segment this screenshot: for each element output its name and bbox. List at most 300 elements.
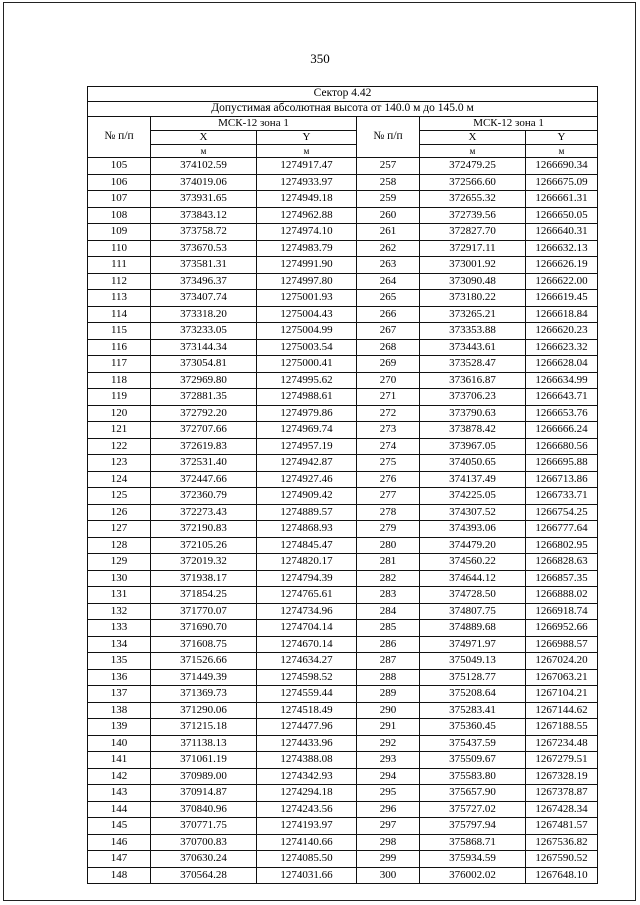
y-coordinate-right: 1267024.20	[526, 653, 598, 670]
point-number-right: 259	[357, 191, 420, 208]
x-coordinate-left: 373054.81	[151, 356, 257, 373]
x-coordinate-left: 371854.25	[151, 587, 257, 604]
zone-header-right: МСК-12 зона 1	[420, 117, 598, 131]
point-number-right: 276	[357, 471, 420, 488]
table-row	[88, 570, 598, 587]
point-number-right: 299	[357, 851, 420, 868]
point-number-right: 280	[357, 537, 420, 554]
point-number-left: 106	[88, 174, 151, 191]
y-coordinate-right: 1266888.02	[526, 587, 598, 604]
table-row	[88, 438, 598, 455]
point-number-right: 285	[357, 620, 420, 637]
y-coordinate-left: 1274765.61	[257, 587, 357, 604]
x-coordinate-left: 372360.79	[151, 488, 257, 505]
x-coordinate-right: 374971.97	[420, 636, 526, 653]
point-number-left: 117	[88, 356, 151, 373]
column-header-x-right: X	[420, 131, 526, 145]
point-number-right: 261	[357, 224, 420, 241]
y-coordinate-right: 1267648.10	[526, 867, 598, 884]
table-row	[88, 537, 598, 554]
y-coordinate-left: 1274988.61	[257, 389, 357, 406]
y-coordinate-left: 1274997.80	[257, 273, 357, 290]
table-row	[88, 339, 598, 356]
table-row	[88, 389, 598, 406]
y-coordinate-left: 1275000.41	[257, 356, 357, 373]
table-row	[88, 653, 598, 670]
y-coordinate-left: 1274294.18	[257, 785, 357, 802]
x-coordinate-left: 371770.07	[151, 603, 257, 620]
point-number-left: 146	[88, 834, 151, 851]
y-coordinate-left: 1275004.43	[257, 306, 357, 323]
x-coordinate-left: 371938.17	[151, 570, 257, 587]
column-header-number-right: № п/п	[357, 117, 420, 158]
y-coordinate-right: 1266653.76	[526, 405, 598, 422]
x-coordinate-left: 373407.74	[151, 290, 257, 307]
y-coordinate-left: 1274909.42	[257, 488, 357, 505]
point-number-right: 277	[357, 488, 420, 505]
table-row	[88, 356, 598, 373]
point-number-left: 111	[88, 257, 151, 274]
point-number-right: 288	[357, 669, 420, 686]
y-coordinate-left: 1274598.52	[257, 669, 357, 686]
point-number-left: 120	[88, 405, 151, 422]
table-row	[88, 752, 598, 769]
point-number-left: 107	[88, 191, 151, 208]
point-number-left: 116	[88, 339, 151, 356]
point-number-left: 121	[88, 422, 151, 439]
x-coordinate-left: 373758.72	[151, 224, 257, 241]
x-coordinate-right: 373001.92	[420, 257, 526, 274]
table-row	[88, 257, 598, 274]
table-row	[88, 372, 598, 389]
point-number-left: 109	[88, 224, 151, 241]
table-row	[88, 851, 598, 868]
x-coordinate-left: 372273.43	[151, 504, 257, 521]
point-number-left: 141	[88, 752, 151, 769]
y-coordinate-right: 1266754.25	[526, 504, 598, 521]
point-number-right: 292	[357, 735, 420, 752]
point-number-left: 139	[88, 719, 151, 736]
x-coordinate-right: 374137.49	[420, 471, 526, 488]
point-number-left: 108	[88, 207, 151, 224]
point-number-right: 270	[357, 372, 420, 389]
x-coordinate-right: 373528.47	[420, 356, 526, 373]
point-number-left: 115	[88, 323, 151, 340]
y-coordinate-left: 1274889.57	[257, 504, 357, 521]
point-number-left: 118	[88, 372, 151, 389]
y-coordinate-left: 1274983.79	[257, 240, 357, 257]
point-number-right: 263	[357, 257, 420, 274]
point-number-left: 127	[88, 521, 151, 538]
point-number-right: 264	[357, 273, 420, 290]
x-coordinate-right: 374560.22	[420, 554, 526, 571]
point-number-right: 275	[357, 455, 420, 472]
point-number-right: 272	[357, 405, 420, 422]
point-number-left: 137	[88, 686, 151, 703]
table-row	[88, 768, 598, 785]
y-coordinate-right: 1266620.23	[526, 323, 598, 340]
x-coordinate-right: 375797.94	[420, 818, 526, 835]
x-coordinate-right: 375208.64	[420, 686, 526, 703]
y-coordinate-left: 1274559.44	[257, 686, 357, 703]
x-coordinate-right: 373443.61	[420, 339, 526, 356]
point-number-right: 267	[357, 323, 420, 340]
point-number-right: 281	[357, 554, 420, 571]
point-number-right: 278	[357, 504, 420, 521]
y-coordinate-right: 1266622.00	[526, 273, 598, 290]
point-number-left: 123	[88, 455, 151, 472]
x-coordinate-left: 374019.06	[151, 174, 257, 191]
y-coordinate-right: 1266623.32	[526, 339, 598, 356]
x-coordinate-right: 374728.50	[420, 587, 526, 604]
x-coordinate-left: 373670.53	[151, 240, 257, 257]
y-coordinate-right: 1266666.24	[526, 422, 598, 439]
point-number-right: 300	[357, 867, 420, 884]
x-coordinate-left: 373843.12	[151, 207, 257, 224]
point-number-right: 289	[357, 686, 420, 703]
y-coordinate-left: 1274962.88	[257, 207, 357, 224]
point-number-left: 122	[88, 438, 151, 455]
x-coordinate-right: 375727.02	[420, 801, 526, 818]
height-range-subtitle: Допустимая абсолютная высота от 140.0 м до 145.0 м	[88, 102, 598, 117]
table-row	[88, 207, 598, 224]
point-number-left: 110	[88, 240, 151, 257]
column-header-y-right: Y	[526, 131, 598, 145]
point-number-left: 144	[88, 801, 151, 818]
y-coordinate-left: 1274979.86	[257, 405, 357, 422]
x-coordinate-right: 373616.87	[420, 372, 526, 389]
sector-title: Сектор 4.42	[88, 87, 598, 102]
x-coordinate-right: 372917.11	[420, 240, 526, 257]
y-coordinate-right: 1267144.62	[526, 702, 598, 719]
point-number-left: 124	[88, 471, 151, 488]
unit-y-left: м	[257, 145, 357, 158]
x-coordinate-right: 372566.60	[420, 174, 526, 191]
table-row	[88, 504, 598, 521]
y-coordinate-right: 1267328.19	[526, 768, 598, 785]
table-row	[88, 719, 598, 736]
y-coordinate-right: 1266988.57	[526, 636, 598, 653]
point-number-left: 147	[88, 851, 151, 868]
table-row	[88, 636, 598, 653]
x-coordinate-right: 374393.06	[420, 521, 526, 538]
y-coordinate-right: 1266857.35	[526, 570, 598, 587]
x-coordinate-right: 373353.88	[420, 323, 526, 340]
table-row	[88, 224, 598, 241]
unit-x-right: м	[420, 145, 526, 158]
x-coordinate-right: 375934.59	[420, 851, 526, 868]
point-number-right: 295	[357, 785, 420, 802]
y-coordinate-left: 1274933.97	[257, 174, 357, 191]
point-number-left: 129	[88, 554, 151, 571]
point-number-right: 282	[357, 570, 420, 587]
point-number-left: 138	[88, 702, 151, 719]
x-coordinate-left: 373318.20	[151, 306, 257, 323]
x-coordinate-right: 375868.71	[420, 834, 526, 851]
point-number-right: 286	[357, 636, 420, 653]
point-number-right: 274	[357, 438, 420, 455]
table-row	[88, 735, 598, 752]
point-number-left: 131	[88, 587, 151, 604]
y-coordinate-left: 1274917.47	[257, 158, 357, 175]
column-header-number-left: № п/п	[88, 117, 151, 158]
y-coordinate-left: 1274995.62	[257, 372, 357, 389]
point-number-left: 113	[88, 290, 151, 307]
x-coordinate-right: 374050.65	[420, 455, 526, 472]
point-number-right: 290	[357, 702, 420, 719]
y-coordinate-right: 1266690.34	[526, 158, 598, 175]
x-coordinate-left: 370700.83	[151, 834, 257, 851]
unit-x-left: м	[151, 145, 257, 158]
y-coordinate-right: 1266680.56	[526, 438, 598, 455]
y-coordinate-left: 1274085.50	[257, 851, 357, 868]
x-coordinate-left: 373581.31	[151, 257, 257, 274]
point-number-left: 125	[88, 488, 151, 505]
x-coordinate-right: 372827.70	[420, 224, 526, 241]
point-number-left: 142	[88, 768, 151, 785]
table-row	[88, 471, 598, 488]
x-coordinate-left: 372881.35	[151, 389, 257, 406]
y-coordinate-left: 1274342.93	[257, 768, 357, 785]
y-coordinate-right: 1267590.52	[526, 851, 598, 868]
x-coordinate-right: 374807.75	[420, 603, 526, 620]
point-number-right: 297	[357, 818, 420, 835]
point-number-right: 287	[357, 653, 420, 670]
x-coordinate-right: 375657.90	[420, 785, 526, 802]
x-coordinate-right: 374479.20	[420, 537, 526, 554]
x-coordinate-right: 373180.22	[420, 290, 526, 307]
point-number-right: 298	[357, 834, 420, 851]
x-coordinate-left: 371449.39	[151, 669, 257, 686]
x-coordinate-right: 375360.45	[420, 719, 526, 736]
y-coordinate-right: 1267063.21	[526, 669, 598, 686]
table-row	[88, 818, 598, 835]
x-coordinate-right: 373878.42	[420, 422, 526, 439]
point-number-right: 257	[357, 158, 420, 175]
x-coordinate-left: 371290.06	[151, 702, 257, 719]
x-coordinate-left: 371138.13	[151, 735, 257, 752]
point-number-right: 279	[357, 521, 420, 538]
y-coordinate-right: 1266634.99	[526, 372, 598, 389]
table-row	[88, 554, 598, 571]
y-coordinate-right: 1267481.57	[526, 818, 598, 835]
x-coordinate-left: 370630.24	[151, 851, 257, 868]
y-coordinate-left: 1274868.93	[257, 521, 357, 538]
y-coordinate-right: 1266802.95	[526, 537, 598, 554]
table-row	[88, 867, 598, 884]
y-coordinate-right: 1266626.19	[526, 257, 598, 274]
y-coordinate-left: 1274969.74	[257, 422, 357, 439]
y-coordinate-right: 1266643.71	[526, 389, 598, 406]
y-coordinate-left: 1274193.97	[257, 818, 357, 835]
y-coordinate-right: 1266952.66	[526, 620, 598, 637]
y-coordinate-left: 1274243.56	[257, 801, 357, 818]
point-number-left: 136	[88, 669, 151, 686]
point-number-left: 119	[88, 389, 151, 406]
x-coordinate-right: 374644.12	[420, 570, 526, 587]
point-number-left: 112	[88, 273, 151, 290]
y-coordinate-right: 1267188.55	[526, 719, 598, 736]
y-coordinate-right: 1267234.48	[526, 735, 598, 752]
y-coordinate-left: 1274140.66	[257, 834, 357, 851]
y-coordinate-right: 1266661.31	[526, 191, 598, 208]
y-coordinate-left: 1274388.08	[257, 752, 357, 769]
y-coordinate-right: 1266733.71	[526, 488, 598, 505]
x-coordinate-left: 371526.66	[151, 653, 257, 670]
point-number-left: 128	[88, 537, 151, 554]
column-header-x-left: X	[151, 131, 257, 145]
y-coordinate-right: 1266918.74	[526, 603, 598, 620]
table-row	[88, 323, 598, 340]
y-coordinate-right: 1267378.87	[526, 785, 598, 802]
y-coordinate-left: 1274031.66	[257, 867, 357, 884]
y-coordinate-left: 1274670.14	[257, 636, 357, 653]
point-number-right: 262	[357, 240, 420, 257]
point-number-left: 132	[88, 603, 151, 620]
table-row	[88, 785, 598, 802]
x-coordinate-left: 372707.66	[151, 422, 257, 439]
y-coordinate-left: 1274974.10	[257, 224, 357, 241]
x-coordinate-left: 372969.80	[151, 372, 257, 389]
x-coordinate-left: 370840.96	[151, 801, 257, 818]
x-coordinate-right: 375128.77	[420, 669, 526, 686]
x-coordinate-left: 372447.66	[151, 471, 257, 488]
x-coordinate-right: 376002.02	[420, 867, 526, 884]
point-number-right: 293	[357, 752, 420, 769]
y-coordinate-left: 1274957.19	[257, 438, 357, 455]
x-coordinate-left: 372105.26	[151, 537, 257, 554]
point-number-right: 266	[357, 306, 420, 323]
table-row	[88, 240, 598, 257]
x-coordinate-left: 372619.83	[151, 438, 257, 455]
x-coordinate-left: 370564.28	[151, 867, 257, 884]
x-coordinate-left: 372019.32	[151, 554, 257, 571]
table-row	[88, 834, 598, 851]
y-coordinate-left: 1274794.39	[257, 570, 357, 587]
y-coordinate-right: 1266650.05	[526, 207, 598, 224]
point-number-right: 258	[357, 174, 420, 191]
table-row	[88, 191, 598, 208]
point-number-right: 291	[357, 719, 420, 736]
table-row	[88, 620, 598, 637]
table-row	[88, 669, 598, 686]
point-number-right: 271	[357, 389, 420, 406]
unit-y-right: м	[526, 145, 598, 158]
x-coordinate-left: 371369.73	[151, 686, 257, 703]
x-coordinate-right: 374307.52	[420, 504, 526, 521]
table-row	[88, 306, 598, 323]
point-number-left: 143	[88, 785, 151, 802]
table-row	[88, 422, 598, 439]
x-coordinate-left: 373144.34	[151, 339, 257, 356]
y-coordinate-left: 1274927.46	[257, 471, 357, 488]
y-coordinate-right: 1266777.64	[526, 521, 598, 538]
y-coordinate-left: 1274518.49	[257, 702, 357, 719]
y-coordinate-left: 1275003.54	[257, 339, 357, 356]
y-coordinate-right: 1266828.63	[526, 554, 598, 571]
table-row	[88, 521, 598, 538]
x-coordinate-right: 375049.13	[420, 653, 526, 670]
point-number-left: 114	[88, 306, 151, 323]
x-coordinate-right: 373090.48	[420, 273, 526, 290]
y-coordinate-left: 1274433.96	[257, 735, 357, 752]
table-row	[88, 488, 598, 505]
zone-header-left: МСК-12 зона 1	[151, 117, 357, 131]
x-coordinate-left: 371608.75	[151, 636, 257, 653]
x-coordinate-right: 372479.25	[420, 158, 526, 175]
table-row	[88, 603, 598, 620]
x-coordinate-left: 371061.19	[151, 752, 257, 769]
point-number-left: 134	[88, 636, 151, 653]
point-number-right: 284	[357, 603, 420, 620]
y-coordinate-right: 1267536.82	[526, 834, 598, 851]
y-coordinate-left: 1274949.18	[257, 191, 357, 208]
point-number-left: 105	[88, 158, 151, 175]
x-coordinate-right: 374889.68	[420, 620, 526, 637]
point-number-right: 283	[357, 587, 420, 604]
x-coordinate-left: 370771.75	[151, 818, 257, 835]
y-coordinate-left: 1274477.96	[257, 719, 357, 736]
table-row	[88, 702, 598, 719]
table-row	[88, 174, 598, 191]
table-row	[88, 273, 598, 290]
x-coordinate-left: 373496.37	[151, 273, 257, 290]
y-coordinate-right: 1266632.13	[526, 240, 598, 257]
y-coordinate-right: 1266628.04	[526, 356, 598, 373]
point-number-right: 265	[357, 290, 420, 307]
y-coordinate-right: 1266713.86	[526, 471, 598, 488]
point-number-left: 140	[88, 735, 151, 752]
y-coordinate-right: 1266618.84	[526, 306, 598, 323]
y-coordinate-left: 1274942.87	[257, 455, 357, 472]
x-coordinate-right: 375283.41	[420, 702, 526, 719]
point-number-right: 268	[357, 339, 420, 356]
x-coordinate-right: 372739.56	[420, 207, 526, 224]
x-coordinate-right: 375437.59	[420, 735, 526, 752]
coordinates-table	[87, 86, 598, 884]
x-coordinate-left: 373931.65	[151, 191, 257, 208]
x-coordinate-left: 371215.18	[151, 719, 257, 736]
y-coordinate-left: 1274845.47	[257, 537, 357, 554]
x-coordinate-right: 372655.32	[420, 191, 526, 208]
point-number-right: 269	[357, 356, 420, 373]
x-coordinate-right: 373265.21	[420, 306, 526, 323]
x-coordinate-left: 374102.59	[151, 158, 257, 175]
table-row	[88, 686, 598, 703]
point-number-right: 296	[357, 801, 420, 818]
x-coordinate-left: 373233.05	[151, 323, 257, 340]
x-coordinate-right: 373790.63	[420, 405, 526, 422]
y-coordinate-right: 1267279.51	[526, 752, 598, 769]
x-coordinate-left: 371690.70	[151, 620, 257, 637]
table-row	[88, 158, 598, 175]
y-coordinate-left: 1275004.99	[257, 323, 357, 340]
point-number-right: 294	[357, 768, 420, 785]
point-number-left: 126	[88, 504, 151, 521]
x-coordinate-left: 372792.20	[151, 405, 257, 422]
x-coordinate-right: 375509.67	[420, 752, 526, 769]
y-coordinate-left: 1274991.90	[257, 257, 357, 274]
y-coordinate-left: 1274734.96	[257, 603, 357, 620]
point-number-left: 130	[88, 570, 151, 587]
table-row	[88, 587, 598, 604]
x-coordinate-left: 372531.40	[151, 455, 257, 472]
x-coordinate-left: 370914.87	[151, 785, 257, 802]
x-coordinate-right: 375583.80	[420, 768, 526, 785]
y-coordinate-right: 1266619.45	[526, 290, 598, 307]
point-number-left: 145	[88, 818, 151, 835]
table-row	[88, 455, 598, 472]
